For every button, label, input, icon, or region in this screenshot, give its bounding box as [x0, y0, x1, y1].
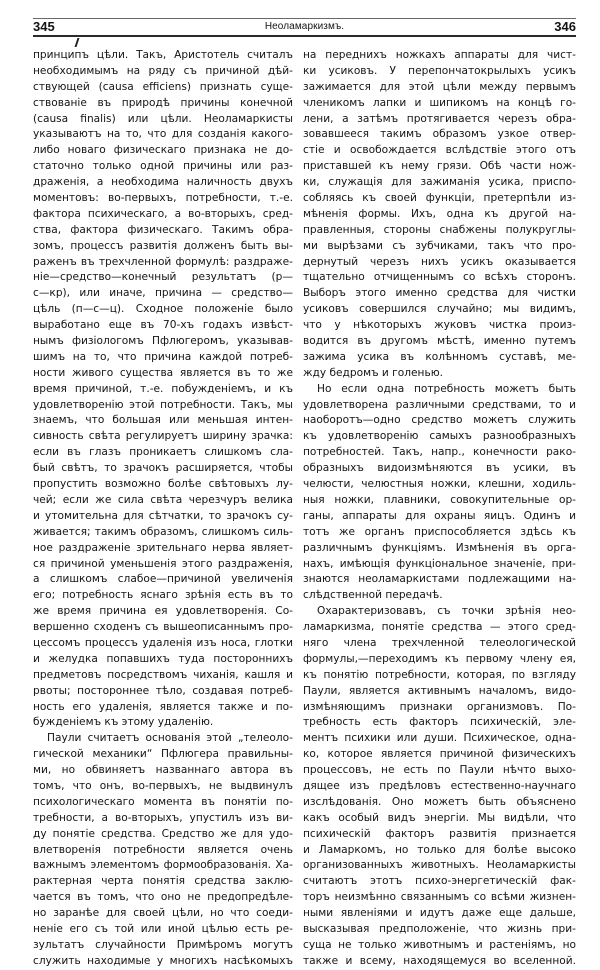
- text-line: ными явленіями и идутъ даже еще дальше,: [303, 907, 576, 920]
- text-line: раженъ въ трехчленной формулѣ: раздраже-: [33, 255, 293, 268]
- text-line: зомъ, процессъ развитія долженъ быть вы-: [33, 239, 293, 252]
- text-line: Охарактеризовавъ, съ точки зрѣнія нео-: [317, 605, 576, 618]
- text-line: ментъ психики или души. Психическое, одна-: [303, 732, 576, 745]
- text-line: ства, фактора физическаго. Такимъ обра-: [33, 223, 293, 236]
- text-line: рактерная черта понятія средства заклю-: [33, 875, 293, 888]
- text-line: шимъ на то, что причина каждой потреб-: [33, 350, 293, 363]
- text-line: живается; такимъ образомъ, слишкомъ силь-: [33, 525, 293, 538]
- text-line: предметовъ посредствомъ чиханія, кашля и: [33, 668, 293, 681]
- text-line: и желудка попавшихъ туда постороннихъ: [33, 652, 293, 665]
- text-line: суща не только животнымъ и растеніямъ, но: [303, 938, 576, 951]
- text-line: членикомъ лапки и шипикомъ на концѣ го-: [303, 96, 576, 109]
- text-line: жду бедромъ и голенью.: [303, 366, 443, 379]
- text-line: ствующей (causa efficiens) признать суще-: [33, 80, 293, 93]
- text-line: неніе его съ той или иной цѣлью есть ре-: [33, 922, 293, 935]
- text-line: ганы, аппараты для охраны яицъ. Одинъ и: [303, 509, 576, 522]
- text-line: ки, служащія для зажиманія усика, приспо-: [303, 176, 576, 189]
- text-line: водится въ другомъ мѣстѣ, именно путемъ: [303, 335, 576, 348]
- text-line: считаютъ этотъ психо-энергетическій фак-: [303, 875, 576, 888]
- running-title: Неоламаркизмъ.: [264, 21, 345, 32]
- text-column-right: [303, 48, 576, 970]
- text-line: знаются неоламаркистами подлежащими на-: [303, 573, 576, 586]
- text-line: цессомъ процессъ удаленія изъ носа, глотки: [33, 636, 293, 649]
- text-line: тщательно отчищеннымъ со всѣхъ сторонъ.: [303, 271, 576, 284]
- text-line: организованныхъ животныхъ. Неоламаркисты: [303, 859, 576, 872]
- header-rule-bottom: [33, 35, 576, 37]
- text-line: выработано еще въ 70-хъ годахъ извѣст-: [33, 319, 293, 332]
- page-header: [33, 19, 576, 35]
- text-line: важнымъ элементомъ формообразованія. Ха-: [33, 859, 293, 872]
- text-line: психическій факторъ развитія признается: [303, 827, 576, 840]
- text-line: къ понятію потребности, которая, по взгляду: [303, 668, 576, 681]
- text-line: дернутый черезъ нихъ усикъ оказывается: [303, 255, 576, 268]
- text-line: что у нѣкоторыхъ жуковъ чистка произ-: [303, 319, 576, 332]
- text-line: с—кр), или иначе, причина — средство—: [33, 287, 293, 300]
- text-line: знаемъ, что большая или меньшая интен-: [33, 414, 293, 427]
- text-line: вершенно сходенъ съ вышеописаннымъ про-: [33, 621, 293, 634]
- text-line: приставшей къ нему грязи. Обѣ части нож-: [303, 160, 576, 173]
- text-line: Но если одна потребность можетъ быть: [317, 382, 576, 395]
- text-line: его; потребность яснаго зрѣнія есть въ то: [33, 589, 293, 602]
- text-line: томъ, что онъ, во-первыхъ, не выдвинулъ: [33, 779, 293, 792]
- text-line: Паули, является активнымъ началомъ, видо-: [303, 684, 576, 697]
- text-line: зажима усика въ колѣнномъ суставѣ, ме-: [303, 350, 576, 363]
- text-line: цѣль (п—с—ц). Сходное положеніе было: [33, 303, 293, 316]
- text-line: но заранѣе для своей цѣли, но что соеди-: [33, 907, 293, 920]
- text-line: какъ особый видъ энергіи. Мы видѣли, что: [303, 811, 576, 824]
- text-line: потребностей. Такъ, напр., конечности рако-: [303, 446, 576, 459]
- text-line: же время причина ея удовлетворенія. Со-: [33, 605, 293, 618]
- text-line: Паули считаетъ основанія этой „телеоло-: [47, 732, 293, 745]
- text-line: удовлетворенію этой потребности. Такъ, мы: [33, 398, 293, 411]
- text-line: ное раздраженіе зрительнаго нерва являет-: [33, 541, 293, 554]
- text-line: Выборъ этого именно средства для чистки: [303, 287, 576, 300]
- text-line: моментовъ: во-первыхъ, потребности, т.-е.: [33, 192, 293, 205]
- text-line: и Ламаркомъ, но только для болѣе высоко: [303, 843, 576, 856]
- text-line: зовавшееся такимъ образомъ узкое отвер-: [303, 128, 576, 141]
- page-number-right: 346: [554, 19, 576, 34]
- text-line: также и всему, находящемуся во вселенной.: [303, 954, 576, 967]
- text-line: сивность свѣта регулируетъ ширину зрачка:: [33, 430, 293, 443]
- text-line: стіе и освобождается вслѣдствіе этого отъ: [303, 144, 576, 157]
- text-line: слѣдственной передачѣ.: [303, 589, 443, 602]
- text-line: необходимымъ на ряду съ причиной дѣй-: [33, 64, 293, 77]
- text-line: къ удовлетворенію самыхъ разнообразныхъ: [303, 430, 576, 443]
- ink-mark: [75, 38, 80, 47]
- text-line: рвоты; постороннее тѣло, создавая потреб-: [33, 684, 293, 697]
- text-line: различнымъ функціямъ. Измѣненія въ орга-: [303, 541, 576, 554]
- text-line: торъ неизмѣнно связаннымъ со всѣми жизнен-: [303, 891, 576, 904]
- text-line: ности живого существа является въ то же: [33, 366, 293, 379]
- text-line: зультатъ случайности Примѣромъ могутъ: [33, 938, 293, 951]
- text-line: ко, которое является причиной физическихъ: [303, 748, 576, 761]
- text-line: принципъ цѣли. Такъ, Аристотель считалъ: [33, 49, 293, 61]
- text-line: усиковъ совершился случайно; мы видимъ,: [303, 303, 576, 316]
- text-line: требности, а во-вторыхъ, упустилъ изъ ви-: [33, 811, 293, 824]
- text-line: ми вырѣзами съ зубчиками, такъ что про-: [303, 239, 576, 252]
- page-number-left: 345: [33, 19, 55, 34]
- text-line: ныя ножки, плавники, совокупительные ор-: [303, 493, 576, 506]
- text-line: ность его удаленія, является также и по-: [33, 700, 293, 713]
- text-line: наоборотъ—одно средство можетъ служить: [303, 414, 576, 427]
- text-line: чается въ томъ, что оно не предопредѣле-: [33, 891, 293, 904]
- text-line: тотъ же органъ приспособляется здѣсь къ: [303, 525, 576, 538]
- text-line: либо новаго физическаго признака не до-: [33, 144, 293, 157]
- text-line: нымъ физіологомъ Пфлюгеромъ, указывав-: [33, 335, 293, 348]
- text-line: лени, а затѣмъ протягивается черезъ обра-: [303, 112, 576, 125]
- text-line: драженія, а необходима наличность двухъ: [33, 176, 293, 189]
- text-line: пропустить возможно болѣе свѣтовыхъ лу-: [33, 478, 293, 491]
- text-line: изслѣдованія. Оно можетъ быть объяснено: [303, 795, 576, 808]
- text-line: время причиной, т.-е. побужденіемъ, и къ: [33, 382, 293, 395]
- text-line: ки усиковъ. У перепончатокрылыхъ усикъ: [303, 64, 576, 77]
- text-line: процессовъ, не есть по Паули нѣчто выхо-: [303, 764, 576, 777]
- text-line: гической механики“ Пфлюгера правильны-: [33, 748, 293, 761]
- text-line: на переднихъ ножкахъ аппараты для чист-: [303, 49, 576, 61]
- text-line: бый свѣтъ, то зрачокъ расширяется, чтобы: [33, 462, 293, 475]
- text-line: ствованіе въ природѣ причины конечной: [33, 96, 293, 109]
- text-line: мѣненія формы. Ихъ, одна къ другой на-: [303, 207, 576, 220]
- text-line: нахъ, имѣющія функціональное значеніе, при-: [303, 557, 576, 570]
- text-line: правленныя, стороны снабжены полукруглы-: [303, 223, 576, 236]
- text-line: ми, но обвиняетъ названнаго автора въ: [33, 764, 293, 777]
- text-line: челюсти, челюстныя ножки, клешни, ходиль-: [303, 478, 576, 491]
- text-line: если въ глазъ проникаетъ слишкомъ сла-: [33, 446, 293, 459]
- text-line: удовлетворена различными средствами, то и: [303, 398, 576, 411]
- text-line: дящее изъ предѣловъ естественно-научнаго: [303, 779, 576, 792]
- text-line: ніе—средство—конечный результатъ (р—: [33, 271, 293, 284]
- text-line: измѣняющимъ признаки организмовъ. По-: [303, 700, 576, 713]
- text-line: высказывая предположеніе, что жизнь при-: [303, 922, 576, 935]
- text-line: психологическаго момента въ понятіи по-: [33, 795, 293, 808]
- text-line: фактора психическаго, а во-вторыхъ, сред-: [33, 207, 293, 220]
- text-line: формулы,—переходимъ къ первому члену ея,: [303, 652, 576, 665]
- text-line: зажимается для этой цѣли между первымъ: [303, 80, 576, 93]
- text-line: няго члена трехчленной телеологической: [303, 636, 576, 649]
- text-line: бужденіемъ къ этому удаленію.: [33, 716, 214, 729]
- text-column-left: [33, 48, 293, 970]
- text-line: (causa finalis) или цѣли. Неоламаркисты: [33, 112, 293, 125]
- text-line: образныхъ видоизмѣняются въ усики, въ: [303, 462, 576, 475]
- text-line: собляясь къ своей функціи, претерпѣли из-: [303, 192, 576, 205]
- text-line: влетворенія потребности является очень: [33, 843, 293, 856]
- text-line: служить находимые у многихъ насѣкомыхъ: [33, 954, 293, 967]
- text-line: ся причиной уменьшенія этого раздраженія,: [33, 557, 293, 570]
- text-line: требность есть факторъ психическій, эле-: [303, 716, 576, 729]
- text-line: а слишкомъ слабое—причиной увеличенія: [33, 573, 293, 586]
- text-line: ламаркизма, понятіе средства — этого сред-: [303, 621, 576, 634]
- text-line: ду понятіе средства. Средство же для удо-: [33, 827, 293, 840]
- text-line: статочно только одной причины или раз-: [33, 160, 293, 173]
- text-line: чей; если же сила свѣта черезчуръ велика: [33, 493, 293, 506]
- text-line: и утомительна для сѣтчатки, то зрачокъ су-: [33, 509, 293, 522]
- text-line: указываютъ на то, что для созданія какого-: [33, 128, 293, 141]
